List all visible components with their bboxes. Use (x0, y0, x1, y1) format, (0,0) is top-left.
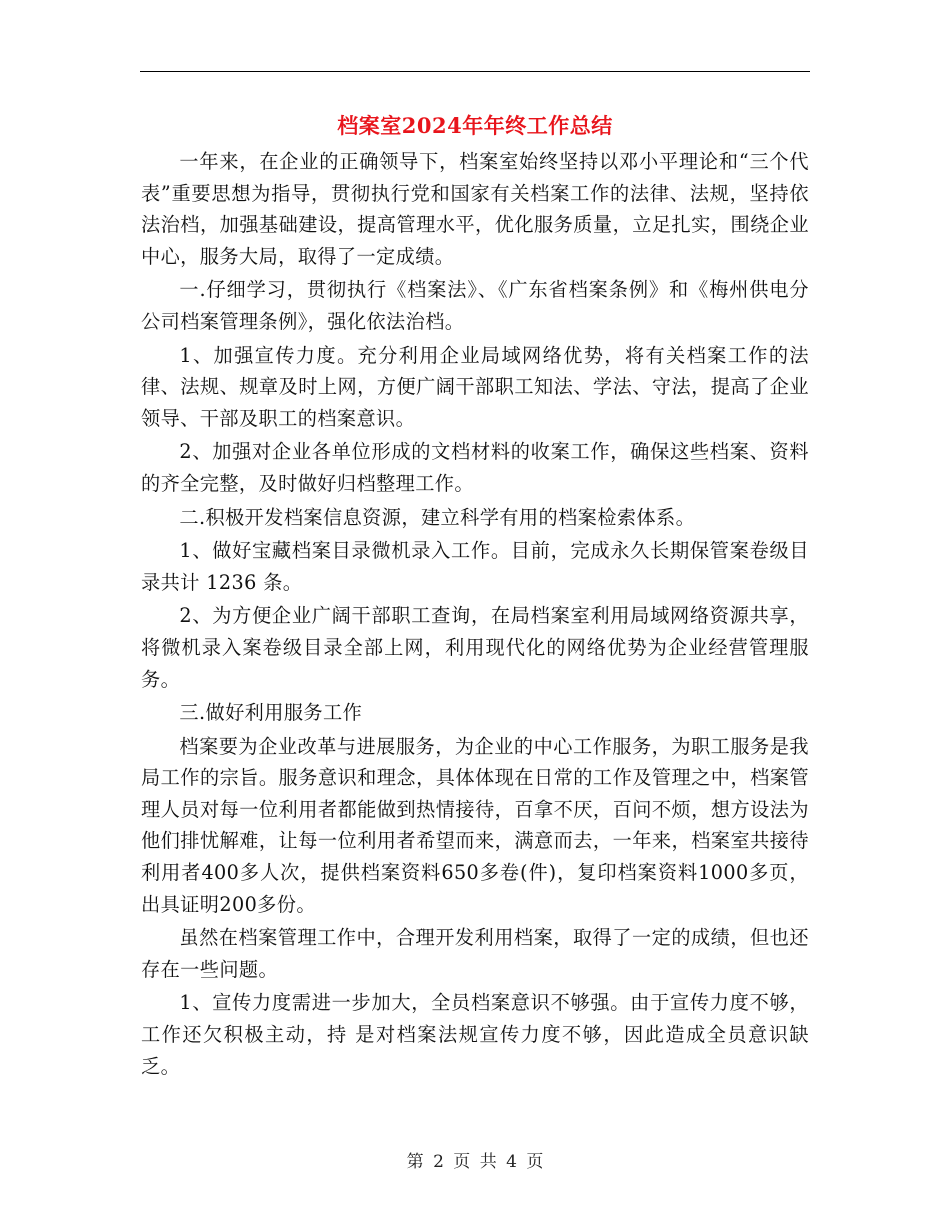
document-body (141, 146, 809, 1084)
paragraph-intro: 一年来，在企业的正确领导下，档案室始终坚持以邓小平理论和“三个代表”重要思想为指导，贯彻执行党和国家有关档案工作的法律、法规，坚持依法治档，加强基础建设，提高管理水平，优化服务质量，立足扎实，围绕企业中心，服务大局，取得了一定成绩。 (141, 150, 809, 268)
paragraph-issues-item-1: 1、宣传力度需进一步加大，全员档案意识不够强。由于宣传力度不够，工作还欠积极主动，持 是对档案法规宣传力度不够，因此造成全员意识缺乏。 (141, 991, 809, 1078)
document-title: 档案室2024年年终工作总结 (337, 113, 613, 138)
paragraph-section-2-item-1: 1、做好宝藏档案目录微机录入工作。目前，完成永久长期保管案卷级目录共计 1236 条。 (141, 539, 809, 594)
paragraph-section-2-heading: 二.积极开发档案信息资源，建立科学有用的档案检索体系。 (179, 505, 696, 529)
paragraph-section-3-body: 档案要为企业改革与进展服务，为企业的中心工作服务，为职工服务是我局工作的宗旨。服务意识和理念，具体体现在日常的工作及管理之中，档案管理人员对每一位利用者都能做到热情接待，百拿不厌，百问不烦，想方设法为他们排忧解难，让每一位利用者希望而来，满意而去，一年来，档案室共接待利用者400多人次，提供档案资料650多卷(件)，复印档案资料1000多页，出具证明200多份。 (141, 734, 809, 916)
paragraph-section-1-item-2: 2、加强对企业各单位形成的文档材料的收案工作，确保这些档案、资料的齐全完整，及时做好归档整理工作。 (141, 440, 809, 495)
header-rule (140, 71, 810, 72)
paragraph-section-1-item-1: 1、加强宣传力度。充分利用企业局域网络优势，将有关档案工作的法律、法规、规章及时上网，方便广阔干部职工知法、学法、守法，提高了企业领导、干部及职工的档案意识。 (141, 343, 809, 430)
paragraph-section-3-heading: 三.做好利用服务工作 (179, 701, 363, 725)
page-number-footer: 第 2 页 共 4 页 (406, 1152, 544, 1172)
paragraph-section-2-item-2: 2、为方便企业广阔干部职工查询，在局档案室利用局域网络资源共享，将微机录入案卷级目录全部上网，利用现代化的网络优势为企业经营管理服务。 (141, 604, 809, 691)
paragraph-section-1-heading: 一.仔细学习，贯彻执行《档案法》、《广东省档案条例》和《梅州供电分公司档案管理条例》，强化依法治档。 (141, 278, 809, 333)
paragraph-issues-intro: 虽然在档案管理工作中，合理开发利用档案，取得了一定的成绩，但也还存在一些问题。 (141, 926, 809, 981)
